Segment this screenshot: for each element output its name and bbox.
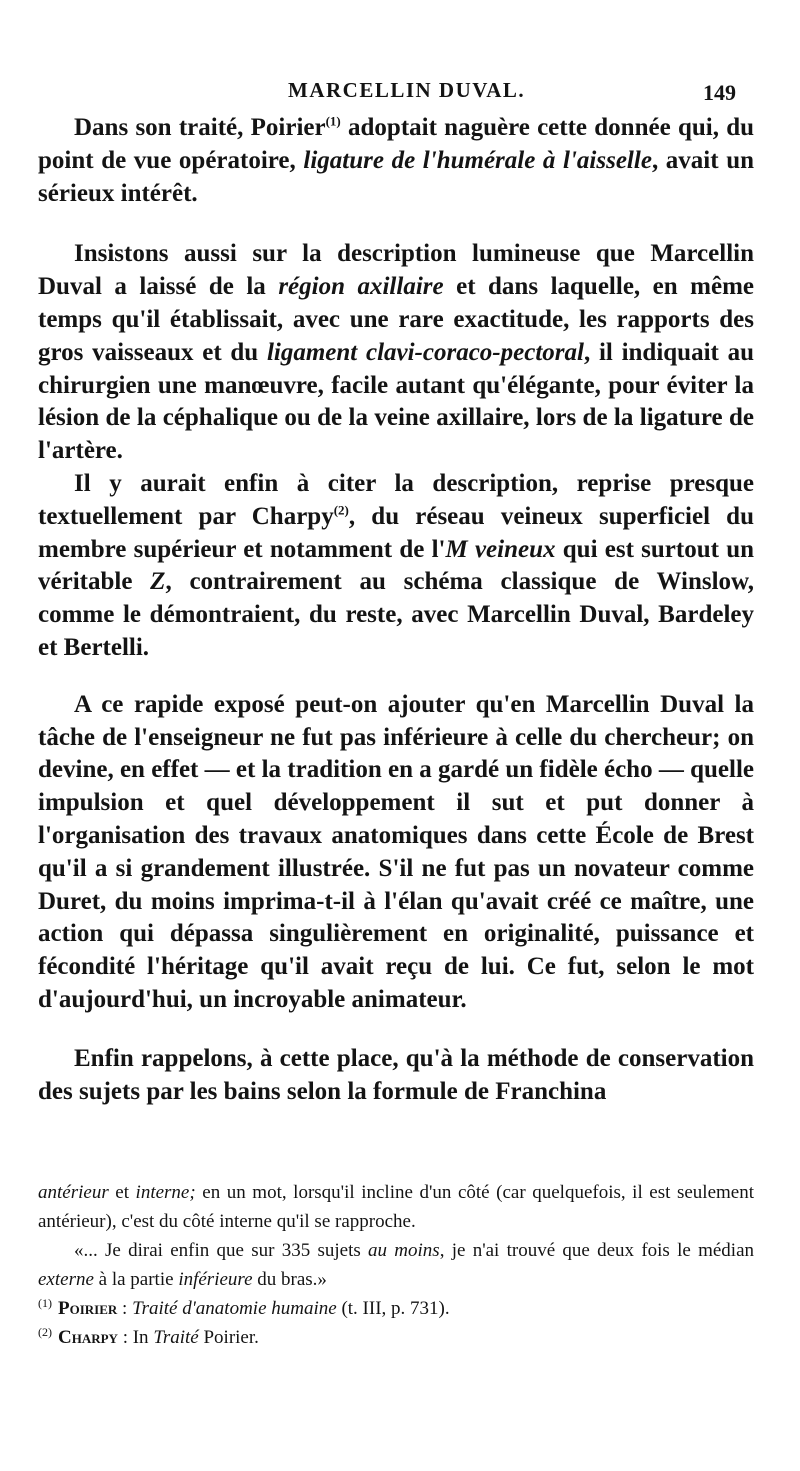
footnote-1 — [38, 1294, 754, 1323]
italic-term: M veineux — [445, 535, 556, 563]
paragraph-axillary-region — [38, 238, 754, 468]
text-run: adoptait naguère cette donnée qui, du point de vue opératoire, — [38, 114, 755, 174]
italic-term: interne; — [135, 1182, 196, 1203]
italic-term: Z — [150, 568, 166, 596]
paragraph-venous-network — [38, 468, 754, 665]
text-run: Dans son traité, Poirier — [74, 114, 326, 141]
italic-term: au moins — [368, 1240, 440, 1261]
italic-term: ligature de l'humérale à l'aisselle — [303, 146, 652, 174]
italic-term: région axillaire — [278, 273, 444, 301]
footnotes — [38, 1178, 754, 1352]
text-run: qui est surtout un véritable — [38, 535, 755, 596]
italic-term: ligament clavi-coraco-pectoral — [266, 338, 584, 366]
text-run: , je n'ai trouvé que deux fois le médian — [439, 1240, 754, 1261]
running-head-title: MARCELLIN DUVAL. — [288, 78, 526, 102]
text-run: , contrairement au schéma classique de Winslow, comme le démontraient, du reste, avec Marcellin Duval, Bardeley et Bertelli. — [38, 568, 754, 661]
text-run: , du réseau veineux superficiel du membre supérieur et notamment de l' — [38, 502, 754, 563]
paragraph-teacher: A ce rapide exposé peut-on ajouter qu'en Marcellin Duval la tâche de l'enseigneur ne fut pas inférieure à celle du chercheur; on devine, en effet — et la tradition en a gardé un fidèle écho — quelle impulsion et quel développement il sut et put donner à l'organisation des travaux anatomiques dans cette École de Brest qu'il a si grandement illustrée. S'il ne fut pas un novateur comme Duret, du moins imprima-t-il à l'élan qu'avait créé ce maître, une action qui dépassa singulièrement en originalité, puissance et fécondité l'héritage qu'il avait reçu de lui. Ce fut, selon le mot d'aujourd'hui, un incroyable animateur. — [38, 690, 754, 1013]
footnote-continuation — [38, 1178, 754, 1236]
book-title: Traité — [153, 1327, 199, 1348]
footnote-author: Charpy — [58, 1327, 118, 1348]
text-run: «... Je dirai enfin que sur 335 sujets — [74, 1240, 369, 1261]
footnote-number: (1) — [38, 1295, 52, 1310]
paragraph-poirier — [38, 112, 754, 210]
text-run: , il indiquait au chirurgien une manœuvre, facile autant qu'élégante, pour éviter la lésion de la céphalique ou de la veine axillaire, lors de la ligature de l'artère. — [38, 338, 754, 465]
text-run: (t. III, p. 731). — [336, 1298, 450, 1319]
main-text — [38, 112, 754, 1108]
text-run: Insistons aussi sur la description lumineuse que Marcellin Duval a laissé de la — [38, 240, 754, 301]
italic-term: antérieur — [38, 1182, 109, 1203]
page-number: 149 — [703, 80, 736, 105]
text-run: : In — [117, 1327, 154, 1348]
text-run: : — [117, 1298, 133, 1319]
text-run: Poirier. — [198, 1327, 259, 1348]
paragraph-conservation: Enfin rappelons, à cette place, qu'à la méthode de conservation des sujets par les bains selon la formule de Franchina — [38, 1044, 754, 1105]
italic-term: inférieure — [178, 1269, 253, 1290]
footnote-2 — [38, 1323, 754, 1352]
book-title: Traité d'anatomie humaine — [132, 1298, 337, 1319]
text-run: Il y aurait enfin à citer la description, reprise presque textuellement par Charpy — [38, 469, 754, 530]
text-run: et — [108, 1182, 136, 1203]
text-run: à la partie — [93, 1269, 179, 1290]
footnote-ref-1: (1) — [325, 113, 341, 129]
footnote-number: (2) — [38, 1324, 52, 1339]
text-run: et dans laquelle, en même temps qu'il établissait, avec une rare exactitude, les rapports des gros vaisseaux et du — [38, 273, 755, 366]
text-run: du bras.» — [252, 1269, 327, 1290]
text-run: en un mot, lorsqu'il incline d'un côté (car quelquefois, il est seulement antérieur), c'est du côté interne qu'il se rapproche. — [38, 1182, 754, 1232]
italic-term: externe — [38, 1269, 94, 1290]
footnote-quote — [38, 1236, 754, 1294]
running-head — [0, 78, 800, 108]
footnote-ref-2: (2) — [333, 502, 349, 518]
text-run: , avait un sérieux intérêt. — [38, 146, 754, 207]
footnote-author: Poirier — [58, 1298, 118, 1319]
